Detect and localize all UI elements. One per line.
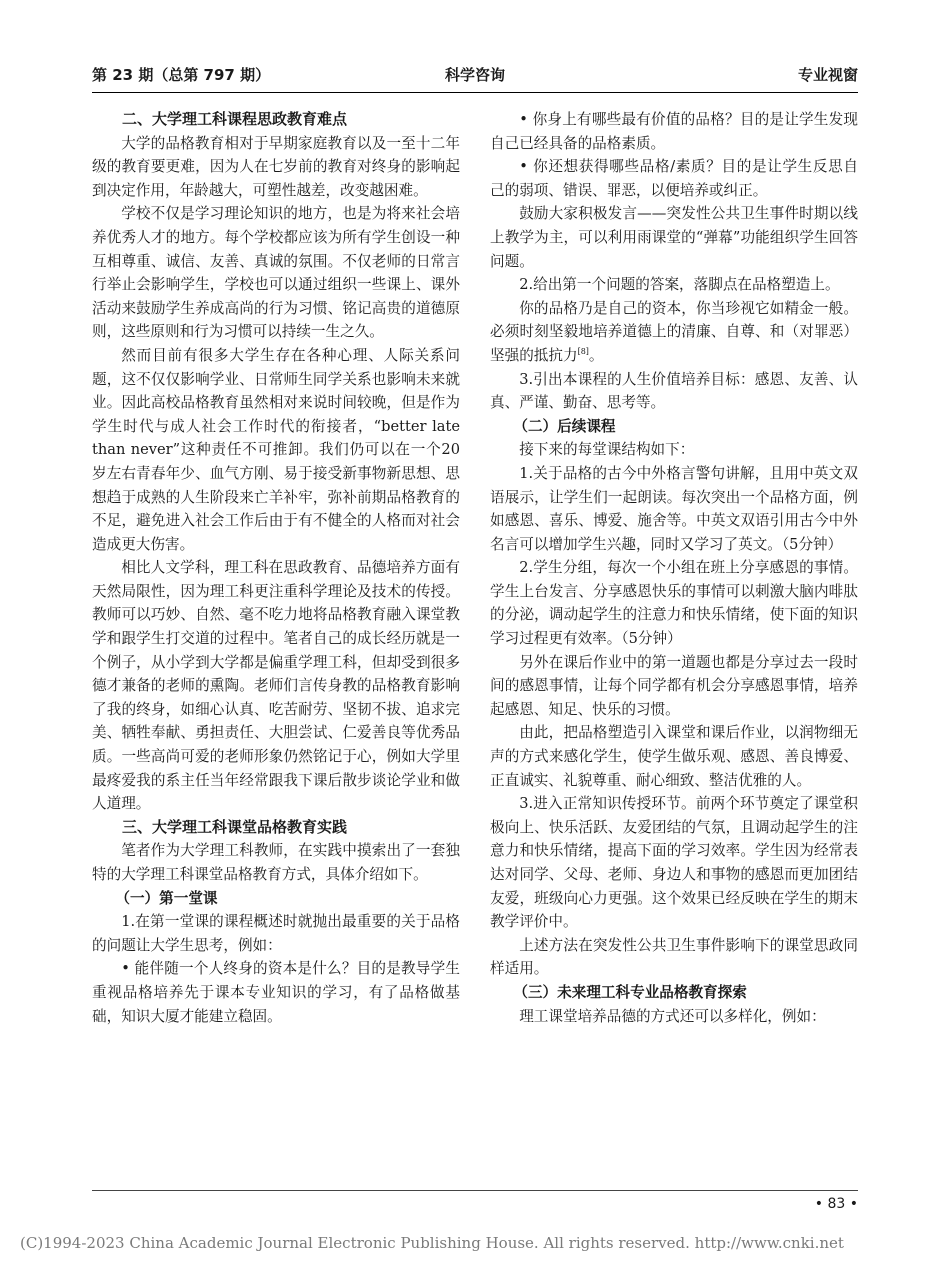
quote-end: 。 xyxy=(588,346,604,364)
copyright-watermark: (C)1994-2023 China Academic Journal Electronic Publishing House. All rights reserved. http://www.cnki.net xyxy=(20,1234,844,1252)
paragraph: 相比人文学科，理工科在思政教育、品德培养方面有天然局限性，因为理工科更注重科学理论及技术的传授。教师可以巧妙、自然、毫不吃力地将品格教育融入课堂教学和跟学生打交道的过程中。笔者自己的成长经历就是一个例子，从小学到大学都是偏重学理工科，但却受到很多德才兼备的老师的熏陶。老师们言传身教的品格教育影响了我的终身，如细心认真、吃苦耐劳、坚韧不拔、追求完美、牺牲奉献、勇担责任、大胆尝试、仁爱善良等优秀品质。一些高尚可爱的老师形象仍然铭记于心，例如大学里最疼爱我的系主任当年经常跟我下课后散步谈论学业和做人道理。 xyxy=(92,559,460,813)
bullet-paragraph: • 你还想获得哪些品格/素质？目的是让学生反思自己的弱项、错误、罪恶，以便培养或纠正。 xyxy=(490,158,858,199)
issue-label: 第 23 期（总第 797 期） xyxy=(92,66,271,84)
paragraph: 理工课堂培养品德的方式还可以多样化，例如： xyxy=(519,1007,826,1025)
quote-paragraph xyxy=(490,297,858,368)
paragraph: 2.学生分组，每次一个小组在班上分享感恩的事情。学生上台发言、分享感恩快乐的事情可以刺激大脑内啡肽的分泌，调动起学生的注意力和快乐情绪，使下面的知识学习过程更有效率。（5分钟） xyxy=(490,559,858,648)
subsection-heading-2: （二）后续课程 xyxy=(513,417,616,435)
paragraph: 3.引出本课程的人生价值培养目标：感恩、友善、认真、严谨、勤奋、思考等。 xyxy=(490,370,858,412)
section-heading-3: 三、大学理工科课堂品格教育实践 xyxy=(122,817,348,836)
paragraph: 学校不仅是学习理论知识的地方，也是为将来社会培养优秀人才的地方。每个学校都应该为所有学生创设一种互相尊重、诚信、友善、真诚的氛围。不仅老师的日常言行举止会影响学生，学校也可以通过组织一些课上、课外活动来鼓励学生养成高尚的行为习惯、铭记高贵的道德原则，这些原则和行为习惯可以持续一生之久。 xyxy=(92,205,460,341)
quote-text: 你的品格乃是自己的资本，你当珍视它如精金一般。必须时刻坚毅地培养道德上的清廉、自尊、和（对罪恶）坚强的抵抗力 xyxy=(490,299,858,364)
running-header xyxy=(92,60,858,88)
section-label: 专业视窗 xyxy=(797,66,858,84)
left-column xyxy=(92,108,460,1028)
right-column xyxy=(490,108,858,1028)
paragraph: 然而目前有很多大学生存在各种心理、人际关系问题，这不仅仅影响学业、日常师生同学关系也影响未来就业。因此高校品格教育虽然相对来说时间较晚，但是作为学生时代与成人社会工作时代的衔接者，“better late than never”这种责任不可推卸。我们仍可以在一个20岁左右青春年少、血气方刚、易于接受新事物新思想、思想趋于成熟的人生阶段来亡羊补牢，弥补前期品格教育的不足，避免进入社会工作后由于有不健全的人格而对社会造成更大伤害。 xyxy=(92,346,460,553)
footer-rule xyxy=(92,1190,858,1191)
header-rule xyxy=(92,92,858,93)
paragraph: 上述方法在突发性公共卫生事件影响下的课堂思政同样适用。 xyxy=(490,936,858,978)
paragraph: 鼓励大家积极发言——突发性公共卫生事件时期以线上教学为主，可以利用雨课堂的“弹幕”功能组织学生回答问题。 xyxy=(490,205,858,270)
paragraph: 大学的品格教育相对于早期家庭教育以及一至十二年级的教育要更难，因为人在七岁前的教育对终身的影响起到决定作用，年龄越大，可塑性越差，改变越困难。 xyxy=(92,134,460,199)
page-number: • 83 • xyxy=(814,1196,858,1212)
citation-ref[interactable]: [8] xyxy=(577,347,589,357)
paragraph: 1.关于品格的古今中外格言警句讲解，且用中英文双语展示，让学生们一起朗读。每次突出一个品格方面，例如感恩、喜乐、博爱、施舍等。中英文双语引用古今中外名言可以增加学生兴趣，同时又学习了英文。（5分钟） xyxy=(490,464,858,553)
paragraph: 由此，把品格塑造引入课堂和课后作业，以润物细无声的方式来感化学生，使学生做乐观、感恩、善良博爱、正直诚实、礼貌尊重、耐心细致、整洁优雅的人。 xyxy=(490,724,858,789)
section-heading-2: 二、大学理工科课程思政教育难点 xyxy=(122,110,348,128)
paragraph: 1.在第一堂课的课程概述时就抛出最重要的关于品格的问题让大学生思考，例如： xyxy=(92,913,460,954)
paragraph: 3.进入正常知识传授环节。前两个环节奠定了课堂积极向上、快乐活跃、友爱团结的气氛，且调动起学生的注意力和快乐情绪，提高下面的学习效率。学生因为经常表达对同学、父母、老师、身边人和事物的感恩而更加团结友爱，班级向心力更强。这个效果已经反映在学生的期末教学评价中。 xyxy=(490,795,858,931)
journal-title: 科学咨询 xyxy=(444,66,505,84)
paragraph: 2.给出第一个问题的答案，落脚点在品格塑造上。 xyxy=(519,276,840,294)
subsection-heading-3: （三）未来理工科专业品格教育探索 xyxy=(513,983,747,1001)
paragraph: 另外在课后作业中的第一道题也都是分享过去一段时间的感恩事情，让每个同学都有机会分享感恩事情，培养起感恩、知足、快乐的习惯。 xyxy=(490,653,858,718)
bullet-paragraph: • 能伴随一个人终身的资本是什么？目的是教导学生重视品格培养先于课本专业知识的学习，有了品格做基础，知识大厦才能建立稳固。 xyxy=(92,960,460,1025)
subsection-heading-1: （一）第一堂课 xyxy=(115,889,218,907)
paragraph: 笔者作为大学理工科教师，在实践中摸索出了一套独特的大学理工科课堂品格教育方式，具体介绍如下。 xyxy=(92,842,460,883)
bullet-paragraph: • 你身上有哪些最有价值的品格？目的是让学生发现自己已经具备的品格素质。 xyxy=(490,111,858,152)
paragraph: 接下来的每堂课结构如下： xyxy=(519,441,695,459)
